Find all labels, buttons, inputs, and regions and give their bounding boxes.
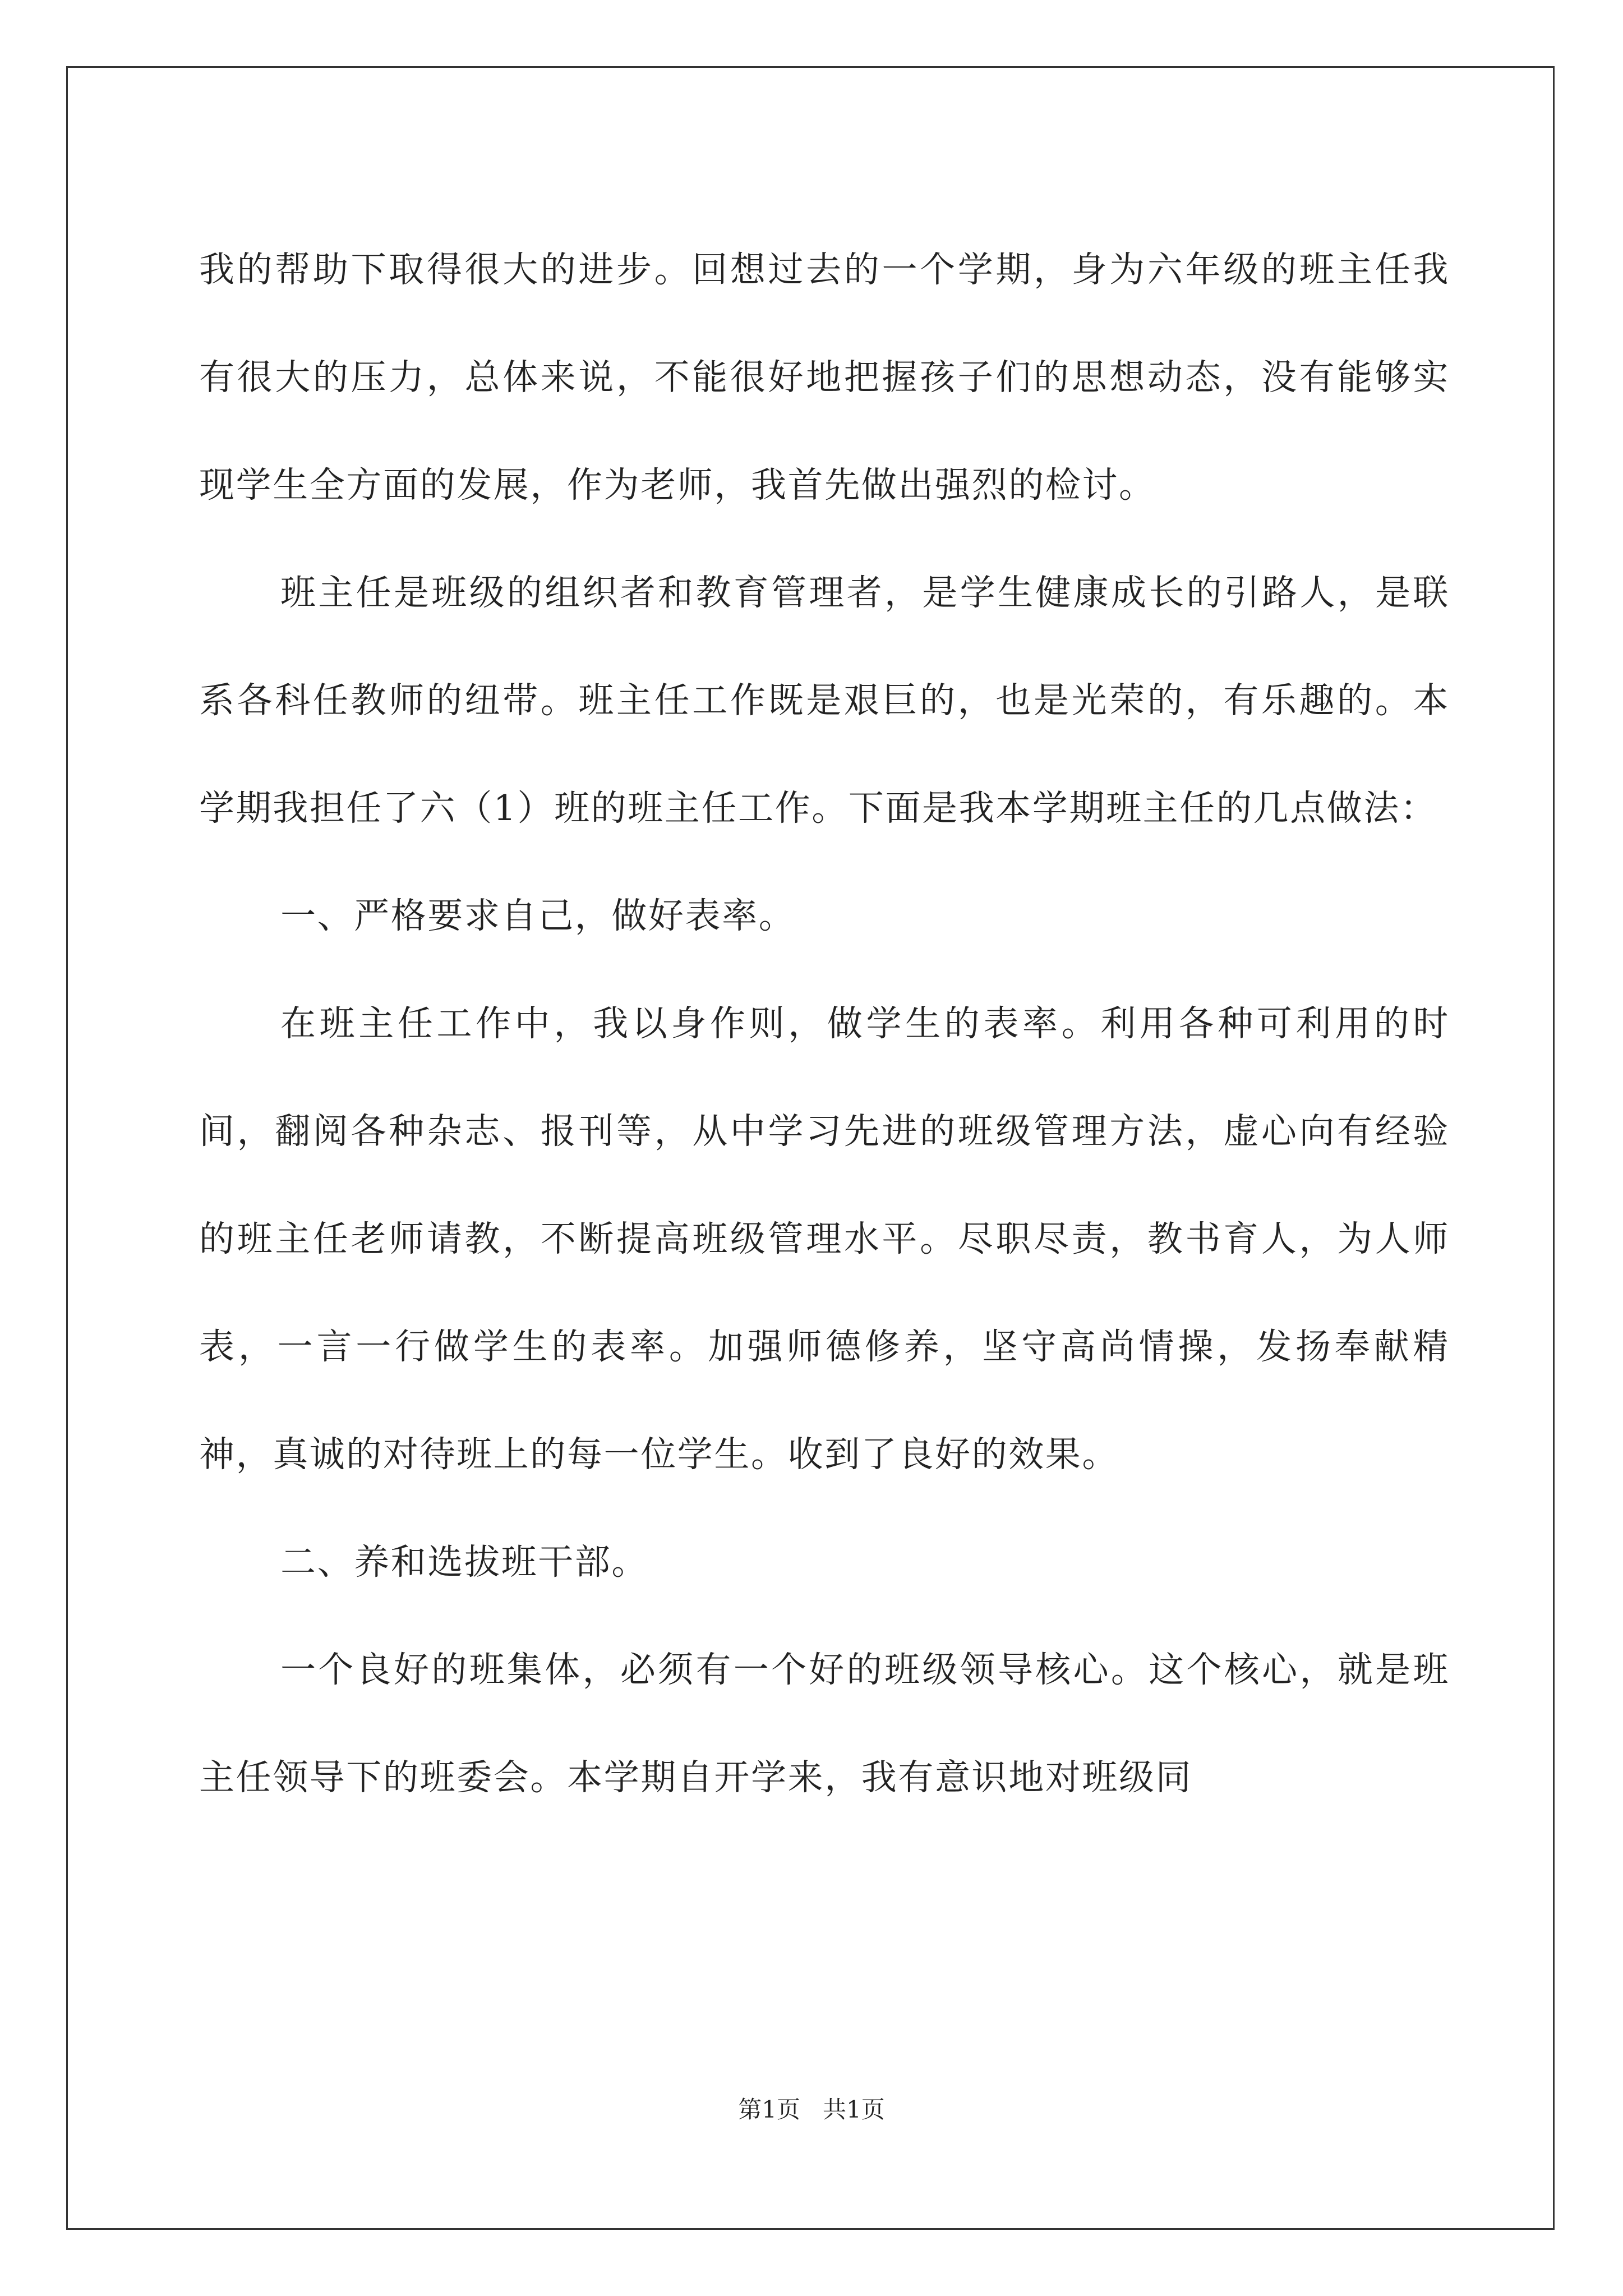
- section-heading-1: 一、严格要求自己，做好表率。: [280, 895, 796, 936]
- paragraph-1: 我的帮助下取得很大的进步。回想过去的一个学期，身为六年级的班主任我有很大的压力，总体来说，不能很好地把握孩子们的思想动态，没有能够实现学生全方面的发展，作为老师，我首先做出强烈的检讨。: [199, 249, 1450, 505]
- section-heading-2: 二、养和选拔班干部。: [280, 1542, 648, 1582]
- page-number-footer: 第1页 共1页: [738, 2096, 885, 2123]
- paragraph-4: 一个良好的班集体，必须有一个好的班级领导核心。这个核心，就是班主任领导下的班委会。本学期自开学来，我有意识地对班级同: [199, 1649, 1450, 1798]
- document-body: [199, 216, 1450, 1832]
- paragraph-2: 班主任是班级的组织者和教育管理者，是学生健康成长的引路人，是联系各科任教师的纽带。班主任工作既是艰巨的，也是光荣的，有乐趣的。本学期我担任了六（1）班的班主任工作。下面是我本学期班主任的几点做法：: [199, 572, 1450, 829]
- paragraph-3: 在班主任工作中，我以身作则，做学生的表率。利用各种可利用的时间，翻阅各种杂志、报刊等，从中学习先进的班级管理方法，虚心向有经验的班主任老师请教，不断提高班级管理水平。尽职尽责，教书育人，为人师表，一言一行做学生的表率。加强师德修养，坚守高尚情操，发扬奉献精神，真诚的对待班上的每一位学生。收到了良好的效果。: [199, 1003, 1450, 1475]
